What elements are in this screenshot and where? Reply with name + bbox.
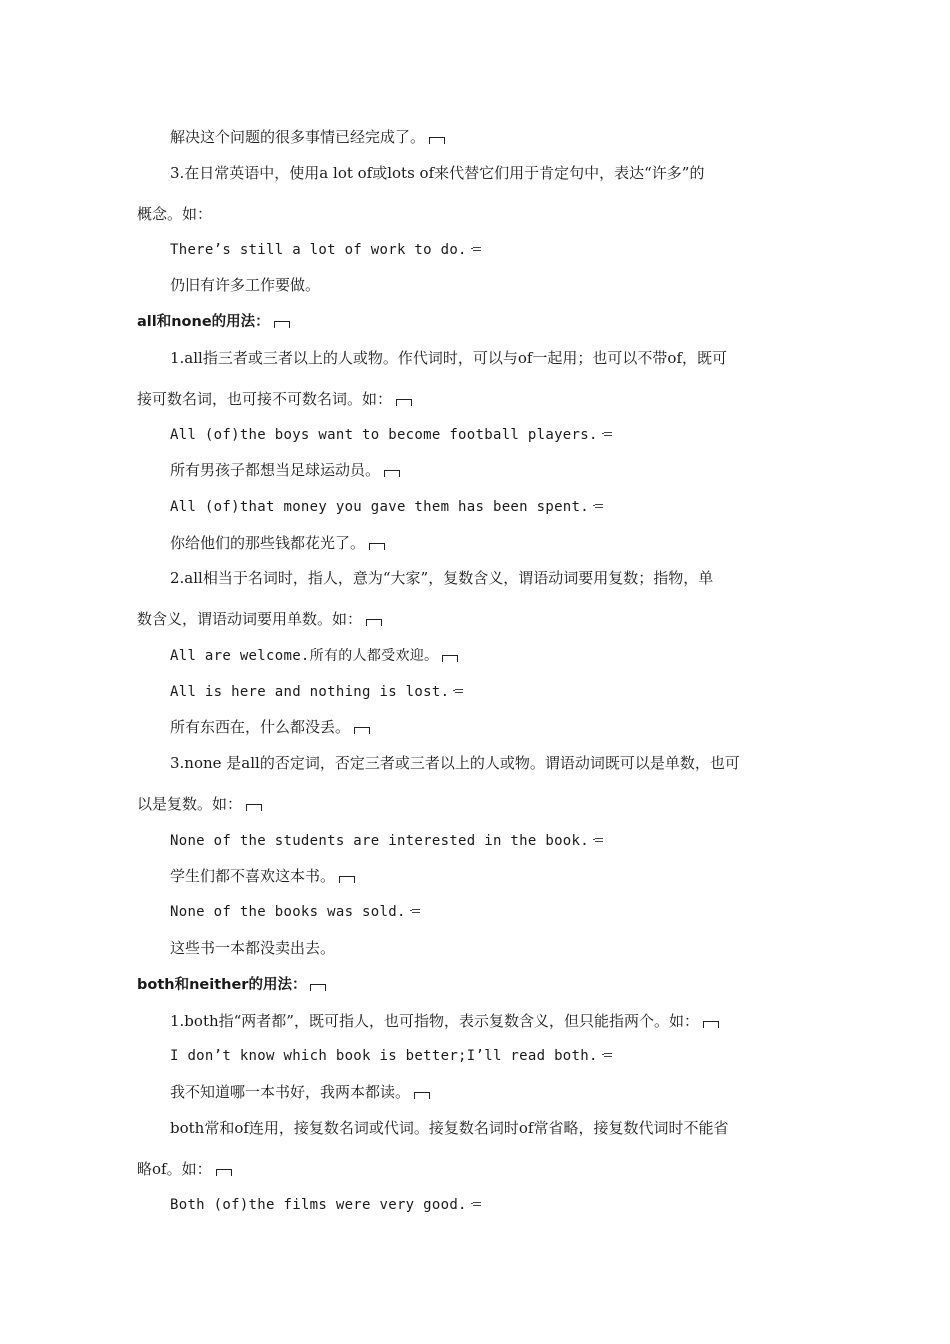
text-line: 学生们都不喜欢这本书。	[170, 866, 355, 886]
example-line: All (of)that money you gave them has been spent.	[170, 497, 603, 517]
paragraph-mark-icon	[442, 655, 458, 662]
text-line: 接可数名词，也可接不可数名词。如：	[137, 389, 412, 409]
example-line: None of the students are interested in the book.	[170, 831, 603, 851]
text-line: 所有东西在，什么都没丢。	[170, 717, 370, 737]
text-line: 3.在日常英语中，使用a lot of或lots of来代替它们用于肯定句中，表达“许多”的	[170, 164, 705, 182]
paragraph-mark-icon	[274, 321, 290, 328]
text-line: 3.none 是all的否定词，否定三者或三者以上的人或物。谓语动词既可以是单数，也可	[170, 754, 740, 772]
paragraph-mark-icon	[339, 876, 355, 883]
section-heading: all和none的用法：	[137, 312, 290, 332]
paragraph-mark-icon	[310, 984, 326, 991]
line-break-mark-icon	[602, 1052, 612, 1058]
example-line: All (of)the boys want to become football players.	[170, 425, 612, 445]
paragraph-mark-icon	[384, 470, 400, 477]
text-line: 解决这个问题的很多事情已经完成了。	[170, 127, 445, 147]
text-line: 你给他们的那些钱都花光了。	[170, 533, 385, 553]
text-line: 以是复数。如：	[137, 794, 262, 814]
line-break-mark-icon	[471, 246, 481, 252]
line-break-mark-icon	[471, 1201, 481, 1207]
example-line: There’s still a lot of work to do.	[170, 240, 481, 260]
text-line: 这些书一本都没卖出去。	[170, 939, 336, 957]
paragraph-mark-icon	[366, 619, 382, 626]
example-line: Both (of)the films were very good.	[170, 1195, 481, 1215]
paragraph-mark-icon	[246, 804, 262, 811]
paragraph-mark-icon	[414, 1092, 430, 1099]
text-line: 略of。如：	[137, 1159, 232, 1179]
line-break-mark-icon	[453, 688, 463, 694]
paragraph-mark-icon	[369, 543, 385, 550]
paragraph-mark-icon	[354, 727, 370, 734]
paragraph-mark-icon	[396, 399, 412, 406]
section-heading: both和neither的用法：	[137, 975, 326, 995]
text-line: 所有男孩子都想当足球运动员。	[170, 460, 400, 480]
text-line: 2.all相当于名词时，指人，意为“大家”，复数含义，谓语动词要用复数；指物，单	[170, 569, 714, 587]
text-line: 1.both指“两者都”，既可指人，也可指物，表示复数含义，但只能指两个。如：	[170, 1011, 719, 1031]
example-line: I don’t know which book is better;I’ll read both.	[170, 1046, 612, 1066]
text-line: 我不知道哪一本书好，我两本都读。	[170, 1082, 430, 1102]
text-line: 仍旧有许多工作要做。	[170, 276, 321, 294]
paragraph-mark-icon	[216, 1169, 232, 1176]
line-break-mark-icon	[602, 431, 612, 437]
text-line: 数含义，谓语动词要用单数。如：	[137, 609, 382, 629]
example-line: None of the books was sold.	[170, 902, 420, 922]
paragraph-mark-icon	[703, 1021, 719, 1028]
line-break-mark-icon	[593, 837, 603, 843]
example-line: All are welcome.所有的人都受欢迎。	[170, 646, 458, 666]
text-line: 概念。如：	[137, 205, 213, 223]
example-line: All is here and nothing is lost.	[170, 682, 463, 702]
text-line: 1.all指三者或三者以上的人或物。作代词时，可以与of一起用；也可以不带of，既可	[170, 349, 728, 367]
line-break-mark-icon	[593, 503, 603, 509]
line-break-mark-icon	[410, 908, 420, 914]
paragraph-mark-icon	[429, 137, 445, 144]
text-line: both常和of连用，接复数名词或代词。接复数名词时of常省略，接复数代词时不能省	[170, 1119, 729, 1137]
